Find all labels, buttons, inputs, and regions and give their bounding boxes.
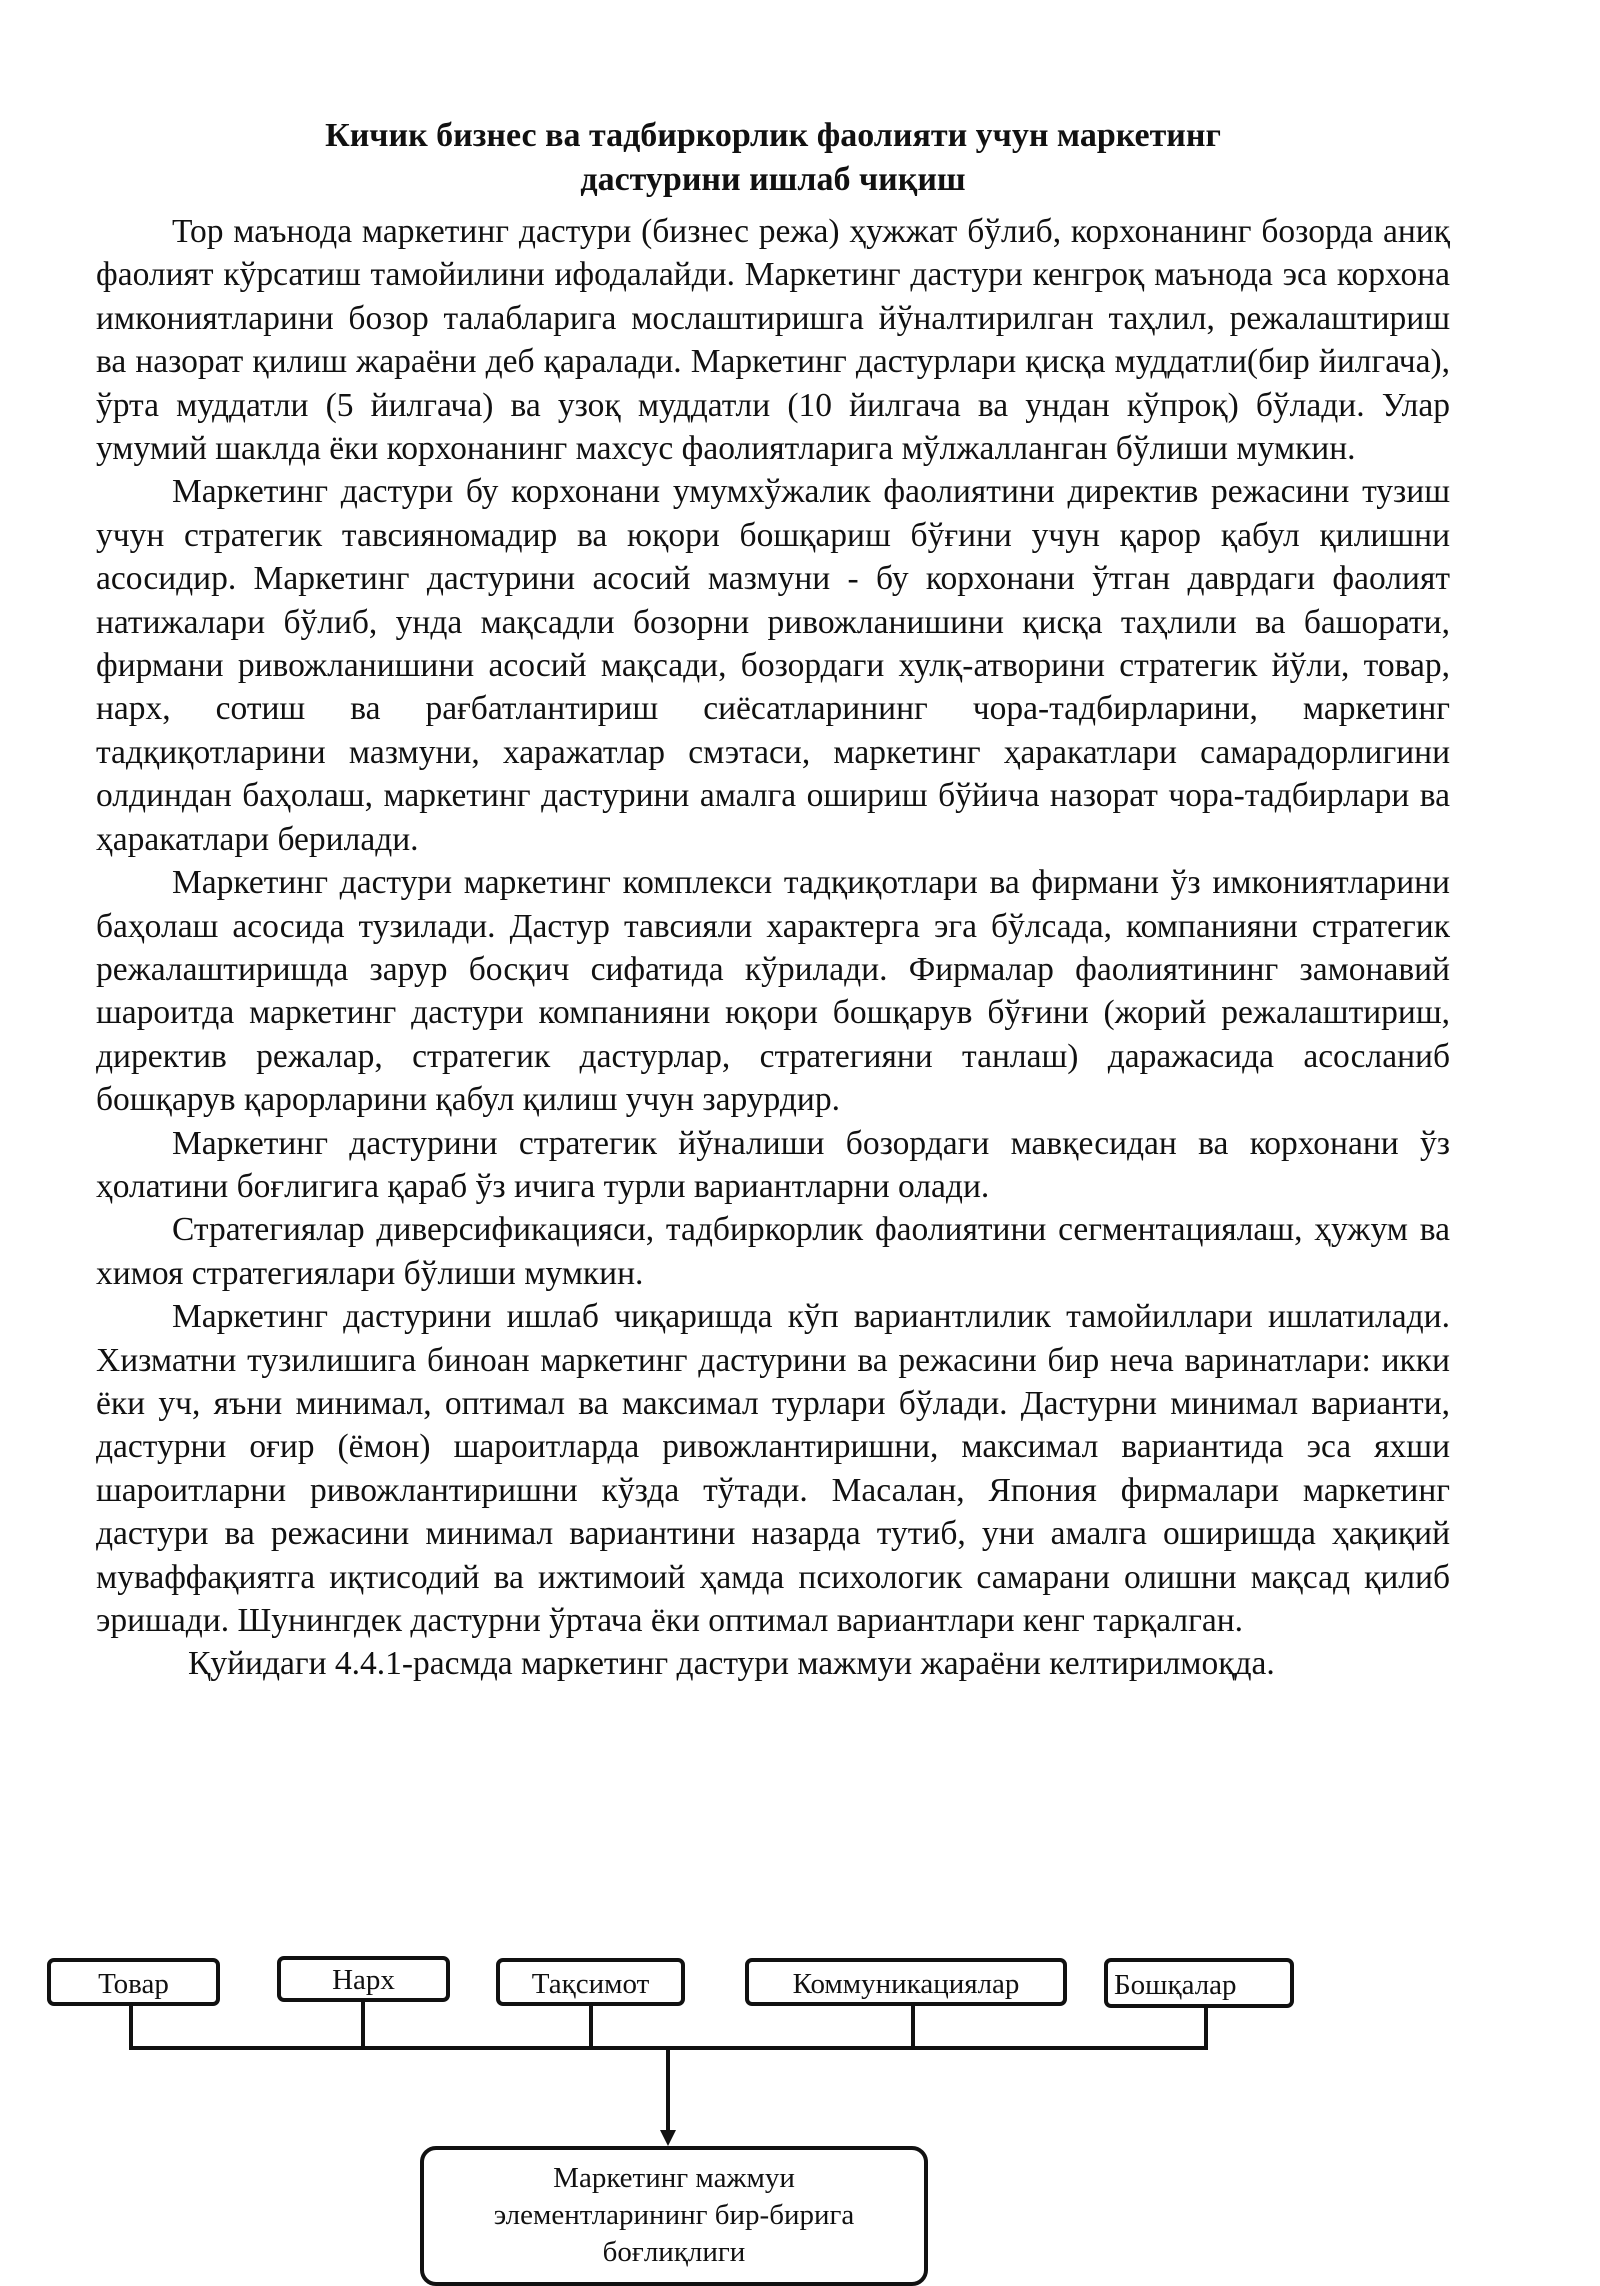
element-label-taqsimot: Тақсимот xyxy=(531,1968,650,2000)
element-label-boshqalar: Бошқалар xyxy=(1114,1969,1237,2001)
result-line-1: Маркетинг мажмуи xyxy=(553,2162,795,2194)
result-box xyxy=(420,2146,928,2286)
document-body xyxy=(96,210,1450,1686)
paragraph-5: Стратегиялар диверсификацияси, тадбиркорлик фаолиятини сегментациялаш, ҳужум ва химоя стратегиялари бўлиши мумкин. xyxy=(96,1211,1450,1292)
result-line-3: боғлиқлиги xyxy=(602,2236,746,2268)
element-label-kommunikatsiyalar: Коммуникациялар xyxy=(792,1968,1020,2000)
paragraph-3: Маркетинг дастури маркетинг комплекси тадқиқотлари ва фирмани ўз имкониятларини баҳолаш асосида тузилади. Дастур тавсияли характерга эга бўлсада, компанияни стратегик режалаштиришда зарур босқич сифатида кўрилади. Фирмалар фаолиятининг замонавий шароитда маркетинг дастури компанияни юқори бошқарув бўғини (жорий режалаштириш, директив режалар, стратегик дастурлар, стратегияни танлаш) даражасида асосланиб бошқарув қарорларини қабул қилиш учун зарурдир. xyxy=(96,864,1450,1119)
paragraph-2: Маркетинг дастури бу корхонани умумхўжалик фаолиятини директив режасини тузиш учун стратегик тавсияномадир ва юқори бошқариш бўғини учун қарор қабул қилишни асосидир. Маркетинг дастурини асосий мазмуни - бу корхонани ўтган даврдаги фаолият натижалари бўлиб, унда мақсадли бозорни ривожланишини қисқа таҳлили ва башорати, фирмани ривожланишини асосий мақсади, бозордаги хулқ-атворини стратегик йўли, товар, нарх, сотиш ва рағбатлантириш сиёсатларининг чора-тадбирларини, маркетинг тадқиқотларини мазмуни, харажатлар смэтаси, маркетинг ҳаракатлари самарадорлигини олдиндан баҳолаш, маркетинг дастурини амалга ошириш бўйича назорат чора-тадбирлари ва ҳаракатлари берилади. xyxy=(96,473,1450,858)
paragraph-4: Маркетинг дастурини стратегик йўналиши бозордаги мавқесидан ва корхонани ўз ҳолатини боғлигига қараб ўз ичига турли вариантларни олади. xyxy=(96,1124,1450,1205)
result-line-2: элементларининг бир-бирига xyxy=(493,2199,855,2231)
element-label-tovar: Товар xyxy=(98,1968,169,2000)
element-box-boshqalar xyxy=(1104,1958,1294,2008)
marketing-mix-diagram xyxy=(0,1930,1600,2268)
element-label-narx: Нарх xyxy=(332,1964,395,1996)
paragraph-1: Тор маънода маркетинг дастури (бизнес режа) ҳужжат бўлиб, корхонанинг бозорда аниқ фаолият кўрсатиш тамойилини ифодалайди. Маркетинг дастури кенгроқ маънода эса корхона имкониятларини бозор талабларига мослаштиришга йўналтирилган таҳлил, режалаштириш ва назорат қилиш жараёни деб қаралади. Маркетинг дастурлари қисқа муддатли(бир йилгача), ўрта муддатли (5 йилгача) ва узоқ муддатли (10 йилгача ва ундан кўпроқ) бўлади. Улар умумий шаклда ёки корхонанинг махсус фаолиятларига мўлжалланган бўлиши мумкин. xyxy=(96,213,1450,468)
arrow-head xyxy=(660,2130,676,2146)
paragraph-6: Маркетинг дастурини ишлаб чиқаришда кўп вариантлилик тамойиллари ишлатилади. Хизматни тузилишига биноан маркетинг дастурини ва режасини бир неча варинатлари: икки ёки уч, яъни минимал, оптимал ва максимал турлари бўлади. Дастурни минимал варианти, дастурни оғир (ёмон) шароитларда ривожлантиришни, максимал вариантида эса яхши шароитларни ривожлантиришни кўзда тўтади. Масалан, Япония фирмалари маркетинг дастури ва режасини минимал вариантини назарда тутиб, уни амалга оширишда ҳақиқий муваффақиятга иқтисодий ва ижтимоий ҳамда психологик самарани олишни мақсад қилиб эришади. Шунингдек дастурни ўртача ёки оптимал вариантлари кенг тарқалган. xyxy=(96,1298,1450,1639)
element-box-kommunikatsiyalar xyxy=(745,1958,1067,2006)
figure-reference: Қуйидаги 4.4.1-расмда маркетинг дастури мажмуи жараёни келтирилмоқда. xyxy=(188,1645,1275,1683)
title-line-2: дастурини ишлаб чиқиш xyxy=(580,161,966,198)
title-line-1: Кичик бизнес ва тадбиркорлик фаолияти учун маркетинг xyxy=(325,117,1221,154)
element-box-taqsimot xyxy=(496,1958,685,2006)
document-title xyxy=(96,114,1450,202)
element-box-tovar xyxy=(47,1958,220,2006)
element-box-narx xyxy=(277,1956,450,2002)
